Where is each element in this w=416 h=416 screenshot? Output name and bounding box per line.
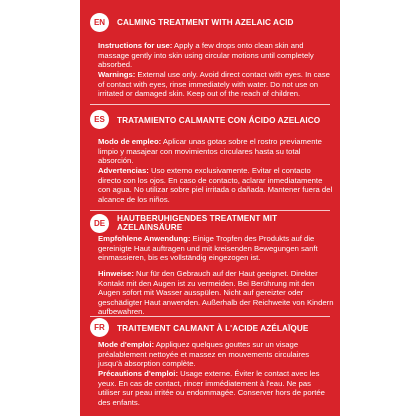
section-title-de: HAUTBERUHIGENDES TREATMENT MIT AZELAINSÄURE	[117, 214, 278, 232]
instructions-de	[98, 234, 334, 263]
instructions-label-fr: Mode d'emploi:	[98, 340, 155, 349]
language-badge-es: ES	[90, 110, 109, 129]
warnings-text-de: Nur für den Gebrauch auf der Haut geeignet. Direkter Kontakt mit den Augen ist zu vermeiden. Bei Berührung mit den Augen sofort mit Wasser ausspülen. Nicht auf gereizter oder geschädigter Haut anwenden. Außerhalb der Reichweite von Kindern aufbewahren.	[98, 269, 334, 317]
section-title-fr: TRAITEMENT CALMANT À L'ACIDE AZÉLAÏQUE	[117, 324, 309, 333]
section-title-es: TRATAMIENTO CALMANTE CON ÁCIDO AZELAICO	[117, 116, 321, 125]
warnings-fr	[98, 369, 334, 407]
instructions-text-en: Apply a few drops onto clean skin and massage gently into skin using circular motions until completely absorbed.	[98, 41, 314, 70]
instructions-text-de: Einige Tropfen des Produkts auf die gereinigte Haut auftragen und mit kreisenden Bewegungen sanft einmassieren, bis es vollständig eingezogen ist.	[98, 234, 318, 263]
warnings-text-en: External use only. Avoid direct contact with eyes. In case of contact with eyes, rinse immediately with water. Do not use on irritated or damaged skin. Keep out of the reach of children.	[98, 70, 330, 99]
divider	[90, 210, 330, 211]
warnings-label-es: Advertencias:	[98, 166, 149, 175]
language-badge-de: DE	[90, 214, 109, 233]
language-badge-en: EN	[90, 13, 109, 32]
instructions-label-en: Instructions for use:	[98, 41, 173, 50]
divider	[90, 316, 330, 317]
instructions-label-es: Modo de empleo:	[98, 137, 162, 146]
instructions-text-es: Aplicar unas gotas sobre el rostro previamente limpio y masajear con movimientos circulares hasta su total absorción.	[98, 137, 322, 166]
warnings-en	[98, 70, 334, 99]
instructions-text-fr: Appliquez quelques gouttes sur un visage préalablement nettoyée et massez en mouvements circulaires jusqu'à absorption complète.	[98, 340, 310, 369]
instructions-es	[98, 137, 334, 166]
warnings-label-fr: Précautions d'emploi:	[98, 369, 178, 378]
warnings-es	[98, 166, 334, 204]
label-panel	[80, 0, 340, 416]
divider	[90, 104, 330, 105]
instructions-en	[98, 41, 334, 70]
warnings-text-es: Uso externo exclusivamente. Evitar el contacto directo con los ojos. En caso de contacto, aclarar inmediatamente con agua. No utilizar sobre piel irritada o dañada. Mantener fuera del alcance de los niños.	[98, 166, 333, 204]
section-title-en: CALMING TREATMENT WITH AZELAIC ACID	[117, 18, 294, 27]
warnings-de	[98, 269, 334, 317]
warnings-label-de: Hinweise:	[98, 269, 134, 278]
instructions-fr	[98, 340, 334, 369]
warnings-label-en: Warnings:	[98, 70, 136, 79]
instructions-label-de: Empfohlene Anwendung:	[98, 234, 191, 243]
language-badge-fr: FR	[90, 318, 109, 337]
warnings-text-fr: Usage externe. Éviter le contact avec les yeux. En cas de contact, rincer immédiatement à l'eau. Ne pas utiliser sur peau irritée ou endommagée. Conserver hors de portée des enfants.	[98, 369, 325, 407]
